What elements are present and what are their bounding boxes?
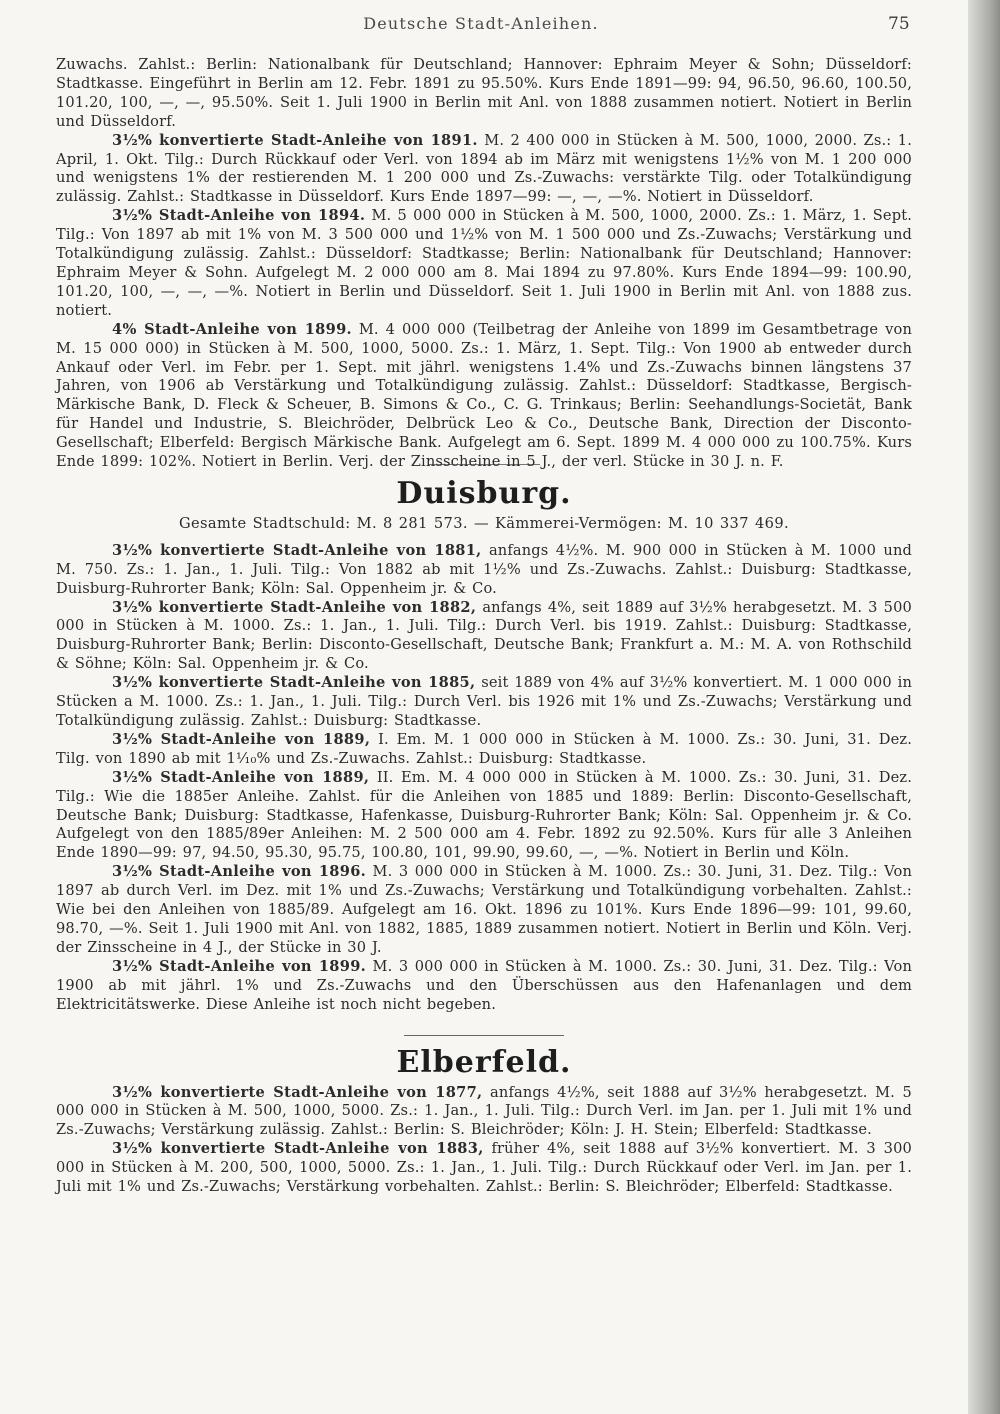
loan-title: 3½% Stadt-Anleihe von 1894. — [112, 207, 366, 225]
loan-title: 3½% konvertierte Stadt-Anleihe von 1891. — [112, 131, 478, 149]
loan-body: II. Em. M. 4 000 000 in Stücken à M. 1000. Zs.: 30. Juni, 31. Dez. Tilg.: Wie die 1885er Anleihe. Zahlst. für die Anleihen von 1885 und 1889: Berlin: Disconto-Gesellschaft, Deutsche Bank; Duisburg: Stadtkasse, Hafenkasse, Duisburg-Ruhrorter Bank; Köln: Sal. Oppenheim jr. & Co. Aufgelegt von den 1885/89er Anleihen: M. 2 500 000 am 4. Febr. 1892 zu 92.50%. Kurs für alle 3 Anleihen Ende 1890—99: 97, 94.50, 95.30, 95.75, 100.80, 101, 99.90, 99.60, —, —%. Notiert in Berlin und Köln. — [56, 768, 913, 862]
body-text — [56, 56, 912, 1197]
loan-entry — [56, 731, 912, 769]
loan-title: 3½% Stadt-Anleihe von 1899. — [112, 957, 367, 975]
loan-entry-1894 — [56, 207, 912, 320]
loan-entry — [56, 542, 912, 599]
loan-body: I. Em. M. 1 000 000 in Stücken à M. 1000. Zs.: 30. Juni, 31. Dez. Tilg. von 1890 ab mit 1¹⁄₁₀% und Zs.-Zuwachs. Zahlst.: Duisburg: Stadtkasse. — [56, 730, 912, 767]
loan-title: 3½% konvertierte Stadt-Anleihe von 1885, — [112, 674, 476, 692]
loan-title: 3½% konvertierte Stadt-Anleihe von 1882, — [112, 598, 477, 616]
loan-title: 3½% konvertierte Stadt-Anleihe von 1881, — [112, 541, 482, 559]
loan-body: früher 4%, seit 1888 auf 3½% konvertiert. M. 3 300 000 in Stücken à M. 200, 500, 1000, 5000. Zs.: 1. Jan., 1. Juli. Tilg.: Durch Rückkauf oder Verl. im Jan. per 1. Juli mit 1% und Zs.-Zuwachs; Verstärkung vorbehalten. Zahlst.: Berlin: S. Bleichröder; Elberfeld: Stadtkasse. — [56, 1140, 912, 1196]
loan-entry — [56, 958, 912, 1015]
section-divider — [404, 1035, 564, 1036]
loan-body: anfangs 4½%, seit 1888 auf 3½% herabgesetzt. M. 5 000 000 in Stücken à M. 500, 1000, 5000. Zs.: 1. Jan., 1. Juli. Tilg.: Durch Verl. im Jan. per 1. Juli mit 1% und Zs.-Zuwachs; Verstärkung zulässig. Zahlst.: Berlin: S. Bleichröder; Köln: J. H. Stein; Elberfeld: Stadtkasse. — [56, 1083, 912, 1139]
loan-entry — [56, 1084, 912, 1141]
loan-title: 3½% konvertierte Stadt-Anleihe von 1883, — [112, 1140, 484, 1158]
loan-body: M. 3 000 000 in Stücken à M. 1000. Zs.: 30. Juni, 31. Dez. Tilg.: Von 1900 ab mit jährl. 1% und Zs.-Zuwachs und den Überschüssen aus den Hafenanlagen und dem Elektricitätswerke. Diese Anleihe ist noch nicht begeben. — [56, 957, 912, 1013]
loan-entry — [56, 599, 912, 675]
city-heading-duisburg: Duisburg. — [396, 475, 572, 511]
loan-body: M. 3 000 000 in Stücken à M. 1000. Zs.: 30. Juni, 31. Dez. Tilg.: Von 1897 ab durch Verl. im Dez. mit 1% und Zs.-Zuwachs; Verstärkung und Totalkündigung vorbehalten. Zahlst.: Wie bei den Anleihen von 1885/89. Aufgelegt am 16. Okt. 1896 zu 101%. Kurs Ende 1896—99: 101, 99.60, 98.70, —%. Seit 1. Juli 1900 mit Anl. von 1882, 1885, 1889 zusammen notiert. Notiert in Berlin und Köln. Verj. der Zinsscheine in 4 J., der Stücke in 30 J. — [56, 863, 912, 956]
loan-entry — [56, 769, 912, 864]
city-heading-elberfeld: Elberfeld. — [396, 1044, 572, 1080]
loan-title: 3½% konvertierte Stadt-Anleihe von 1877, — [112, 1083, 483, 1101]
loan-entry-1899 — [56, 321, 912, 472]
page-edge-shadow — [968, 0, 1000, 1414]
loan-title: 3½% Stadt-Anleihe von 1896. — [112, 863, 367, 881]
loan-entry — [56, 1140, 912, 1197]
loan-body: M. 4 000 000 (Teilbetrag der Anleihe von 1899 im Gesamtbetrage von M. 15 000 000) in Stücken à M. 500, 1000, 5000. Zs.: 1. März, 1. Sept. Tilg.: Von 1900 ab entweder durch Ankauf oder Verl. im Febr. per 1. Sept. mit jährl. wenigstens 1.4% und Zs.-Zuwachs binnen längstens 37 Jahren, von 1906 ab Verstärkung und Totalkündigung zulässig. Zahlst.: Düsseldorf: Stadtkasse, Bergisch-Märkische Bank, D. Fleck & Scheuer, B. Simons & Co., C. G. Trinkaus; Berlin: Seehandlungs-Societät, Bank für Handel und Industrie, S. Bleichröder, Delbrück Leo & Co., Deutsche Bank, Direction der Disconto-Gesellschaft; Elberfeld: Bergisch Märkische Bank. Aufgelegt am 6. Sept. 1899 M. 4 000 000 zu 100.75%. Kurs Ende 1899: 102%. Notiert in Berlin. Verj. der Zinsscheine in 5 J., der verl. Stücke in 30 J. n. F. — [56, 320, 912, 471]
loan-body: M. 5 000 000 in Stücken à M. 500, 1000, 2000. Zs.: 1. März, 1. Sept. Tilg.: Von 1897 ab mit 1% von M. 3 500 000 und 1½% von M. 1 500 000 und Zs.-Zuwachs; Verstärkung und Totalkündigung zulässig. Zahlst.: Düsseldorf: Stadtkasse; Berlin: Nationalbank für Deutschland; Hannover: Ephraim Meyer & Sohn. Aufgelegt M. 2 000 000 am 8. Mai 1894 zu 97.80%. Kurs Ende 1894—99: 100.90, 101.20, 100, —, —, —%. Notiert in Berlin und Düsseldorf. Seit 1. Juli 1900 in Berlin mit Anl. von 1888 zus. notiert. — [56, 207, 913, 319]
loan-title: 3½% Stadt-Anleihe von 1889, — [112, 768, 370, 786]
continuation-paragraph: Zuwachs. Zahlst.: Berlin: Nationalbank für Deutschland; Hannover: Ephraim Meyer & Sohn; Düsseldorf: Stadtkasse. Eingeführt in Berlin am 12. Febr. 1891 zu 95.50%. Kurs Ende 1891—99: 94, 96.50, 96.60, 100.50, 101.20, 100, —, —, 95.50%. Seit 1. Juli 1900 in Berlin mit Anl. von 1888 zusammen notiert. Notiert in Berlin und Düsseldorf. — [56, 56, 912, 130]
loan-body: anfangs 4½%. M. 900 000 in Stücken à M. 1000 und M. 750. Zs.: 1. Jan., 1. Juli. Tilg.: Von 1882 ab mit 1½% und Zs.-Zuwachs. Zahlst.: Duisburg: Stadtkasse, Duisburg-Ruhrorter Bank; Köln: Sal. Oppenheim jr. & Co. — [56, 541, 912, 597]
loan-title: 4% Stadt-Anleihe von 1899. — [112, 320, 352, 338]
running-title: Deutsche Stadt-Anleihen. — [363, 14, 599, 33]
loan-body: anfangs 4%, seit 1889 auf 3½% herabgesetzt. M. 3 500 000 in Stücken à M. 1000. Zs.: 1. Jan., 1. Juli. Tilg.: Durch Verl. bis 1919. Zahlst.: Duisburg: Stadtkasse, Duisburg-Ruhrorter Bank; Berlin: Disconto-Gesellschaft, Deutsche Bank; Frankfurt a. M.: M. A. von Rothschild & Söhne; Köln: Sal. Oppenheim jr. & Co. — [56, 598, 912, 673]
loan-body: seit 1889 von 4% auf 3½% konvertiert. M. 1 000 000 in Stücken a M. 1000. Zs.: 1. Jan., 1. Juli. Tilg.: Durch Verl. bis 1926 mit 1% und Zs.-Zuwachs; Verstärkung und Totalkündigung zulässig. Zahlst.: Duisburg: Stadtkasse. — [56, 674, 912, 729]
loan-entry-1891 — [56, 132, 912, 208]
page-number: 75 — [888, 14, 910, 34]
loan-body: M. 2 400 000 in Stücken à M. 500, 1000, 2000. Zs.: 1. April, 1. Okt. Tilg.: Durch Rückkauf oder Verl. von 1894 ab im März mit wenigstens 1½% von M. 1 200 000 und wenigstens 1% der restierenden M. 1 200 000 und Zs.-Zuwachs: verstärkte Tilg. oder Totalkündigung zulässig. Zahlst.: Stadtkasse in Düsseldorf. Kurs Ende 1897—99: —, —, —%. Notiert in Düsseldorf. — [56, 131, 912, 206]
loan-title: 3½% Stadt-Anleihe von 1889, — [112, 730, 371, 748]
loan-entry — [56, 863, 912, 958]
debt-summary-line: Gesamte Stadtschuld: M. 8 281 573. — Kämmerei-Vermögen: M. 10 337 469. — [178, 514, 790, 532]
loan-entry — [56, 674, 912, 731]
